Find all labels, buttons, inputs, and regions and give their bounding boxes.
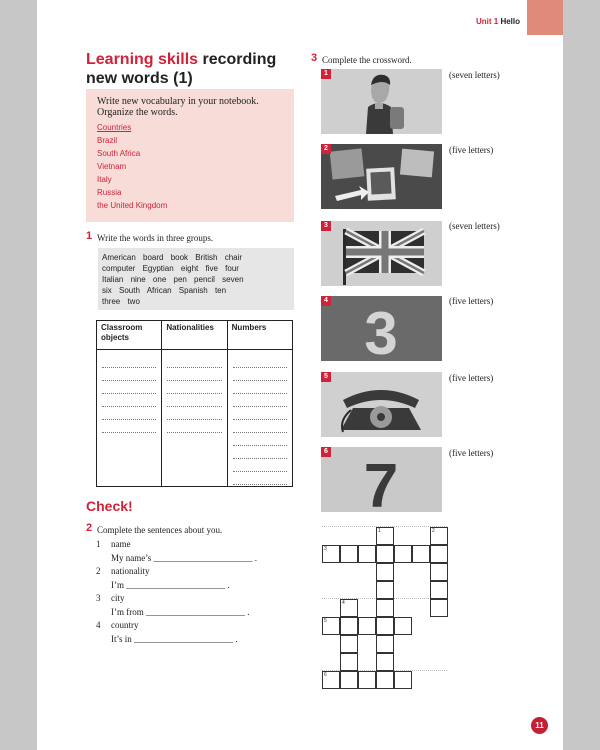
list-item: Brazil [97, 136, 118, 145]
word-bank-line: American board book British chair [102, 253, 243, 262]
learning-skills-subheading: recording new words (1) [86, 51, 277, 87]
clue-number-badge: 1 [321, 69, 331, 79]
exercise-2-number: 2 [86, 522, 93, 534]
unit-label: Unit 1 [475, 17, 499, 26]
nationalities-answer-cell[interactable] [162, 350, 227, 487]
learning-skills-heading: Learning skills [86, 51, 199, 68]
right-margin-strip [563, 0, 600, 750]
clue-hint: (five letters) [449, 145, 494, 155]
unit-title: Hello [500, 17, 520, 26]
list-item: the United Kingdom [97, 201, 168, 210]
column-header-classroom-objects: Classroom objects [97, 321, 162, 350]
crossword-cell[interactable] [376, 581, 394, 599]
tip-instruction: Write new vocabulary in your notebook. Organize the words. [97, 96, 259, 118]
crossword-cell[interactable] [376, 563, 394, 581]
item-prompt: country [111, 620, 139, 630]
list-heading: Countries [97, 123, 132, 132]
man-with-backpack-illustration [321, 69, 442, 134]
exercise-1-instruction: Write the words in three groups. [97, 233, 214, 243]
crossword-cell[interactable] [322, 545, 340, 563]
crossword-cell[interactable] [430, 599, 448, 617]
item-prompt: nationality [111, 566, 150, 576]
list-item: Italy [97, 175, 112, 184]
clue-picture-5 [321, 372, 442, 437]
vocabulary-tip-box [86, 89, 294, 222]
left-margin-strip [0, 0, 37, 750]
column-header-nationalities: Nationalities [162, 321, 227, 350]
item-prompt: name [111, 539, 131, 549]
exercise-3-instruction: Complete the crossword. [322, 55, 412, 65]
unit-header [420, 17, 520, 26]
sentence-list [96, 538, 296, 646]
crossword-cell[interactable] [340, 545, 358, 563]
clue-picture-2 [321, 144, 442, 209]
crossword-cell[interactable] [376, 671, 394, 689]
learning-skills-title [86, 50, 296, 88]
item-number: 1 [96, 539, 101, 549]
clue-number-badge: 5 [321, 372, 331, 382]
clue-number-badge: 6 [321, 447, 331, 457]
crossword-cell[interactable] [394, 617, 412, 635]
number-seven-illustration [321, 447, 442, 512]
crossword-cell-number: 6 [324, 672, 327, 678]
crossword-cell[interactable] [340, 599, 358, 617]
union-jack-flag-illustration [321, 221, 442, 286]
classroom-objects-answer-cell[interactable] [97, 350, 162, 487]
clue-picture-1 [321, 69, 442, 134]
word-bank-line: Italian nine one pen pencil seven [102, 275, 244, 284]
word-groups-table [96, 320, 293, 487]
sentence-blank[interactable]: It’s in ______________________ . [111, 633, 238, 644]
number-three-illustration [321, 296, 442, 361]
sentence-blank[interactable]: My name’s ______________________ . [111, 552, 257, 563]
item-number: 2 [96, 566, 101, 576]
clue-hint: (seven letters) [449, 70, 500, 80]
sentence-blank[interactable]: I’m from ______________________ . [111, 606, 250, 617]
list-item: Russia [97, 188, 122, 197]
numbers-answer-cell[interactable] [227, 350, 292, 487]
crossword-cell[interactable] [376, 653, 394, 671]
country-word-list [97, 121, 167, 212]
crossword-cell-number: 3 [324, 546, 327, 552]
word-bank-line: six South African Spanish ten [102, 286, 227, 295]
crossword-cell[interactable] [376, 599, 394, 617]
unit-tab-decoration [527, 0, 563, 35]
clue-number-badge: 4 [321, 296, 331, 306]
sentence-blank[interactable]: I’m ______________________ . [111, 579, 230, 590]
crossword-cell[interactable] [358, 617, 376, 635]
crossword-cell[interactable] [322, 671, 340, 689]
crossword-cell[interactable] [394, 545, 412, 563]
crossword-cell[interactable] [394, 671, 412, 689]
crossword-cell[interactable] [412, 545, 430, 563]
photos-on-table-illustration [321, 144, 442, 209]
list-item: Vietnam [97, 162, 127, 171]
clue-hint: (five letters) [449, 373, 494, 383]
crossword-grid [322, 527, 448, 689]
crossword-cell-number: 4 [342, 600, 345, 606]
picture-numeral-seven: 7 [363, 452, 399, 512]
crossword-cell-number: 5 [324, 618, 327, 624]
exercise-3-number: 3 [311, 52, 318, 64]
word-bank-line: three two [102, 297, 140, 306]
telephone-illustration [321, 372, 442, 437]
picture-numeral-three: 3 [364, 300, 398, 361]
item-prompt: city [111, 593, 125, 603]
crossword-cell[interactable] [340, 617, 358, 635]
exercise-2-instruction: Complete the sentences about you. [97, 525, 223, 535]
crossword-cell[interactable] [376, 617, 394, 635]
crossword-cell[interactable] [340, 653, 358, 671]
word-bank [98, 248, 294, 310]
clue-hint: (five letters) [449, 296, 494, 306]
clue-picture-3 [321, 221, 442, 286]
clue-number-badge: 2 [321, 144, 331, 154]
list-item: South Africa [97, 149, 141, 158]
crossword-cell[interactable] [376, 545, 394, 563]
item-number: 4 [96, 620, 101, 630]
crossword-cell[interactable] [430, 545, 448, 563]
clue-picture-6 [321, 447, 442, 512]
clue-picture-4 [321, 296, 442, 361]
crossword-cell[interactable] [340, 635, 358, 653]
page-number: 11 [531, 717, 548, 734]
crossword-cell-number: 1 [378, 528, 381, 534]
clue-hint: (seven letters) [449, 221, 500, 231]
crossword-cell[interactable] [322, 617, 340, 635]
crossword-cell[interactable] [358, 671, 376, 689]
crossword-cell[interactable] [376, 527, 394, 545]
column-header-numbers: Numbers [227, 321, 292, 350]
crossword-cell[interactable] [430, 563, 448, 581]
clue-number-badge: 3 [321, 221, 331, 231]
item-number: 3 [96, 593, 101, 603]
crossword-cell[interactable] [430, 581, 448, 599]
check-heading: Check! [86, 498, 133, 514]
crossword-cell[interactable] [340, 671, 358, 689]
crossword-cell[interactable] [430, 527, 448, 545]
exercise-1-number: 1 [86, 230, 93, 242]
clue-hint: (five letters) [449, 448, 494, 458]
crossword-cell-number: 2 [432, 528, 435, 534]
crossword-cell[interactable] [358, 545, 376, 563]
crossword-cell[interactable] [376, 635, 394, 653]
word-bank-line: computer Egyptian eight five four [102, 264, 239, 273]
